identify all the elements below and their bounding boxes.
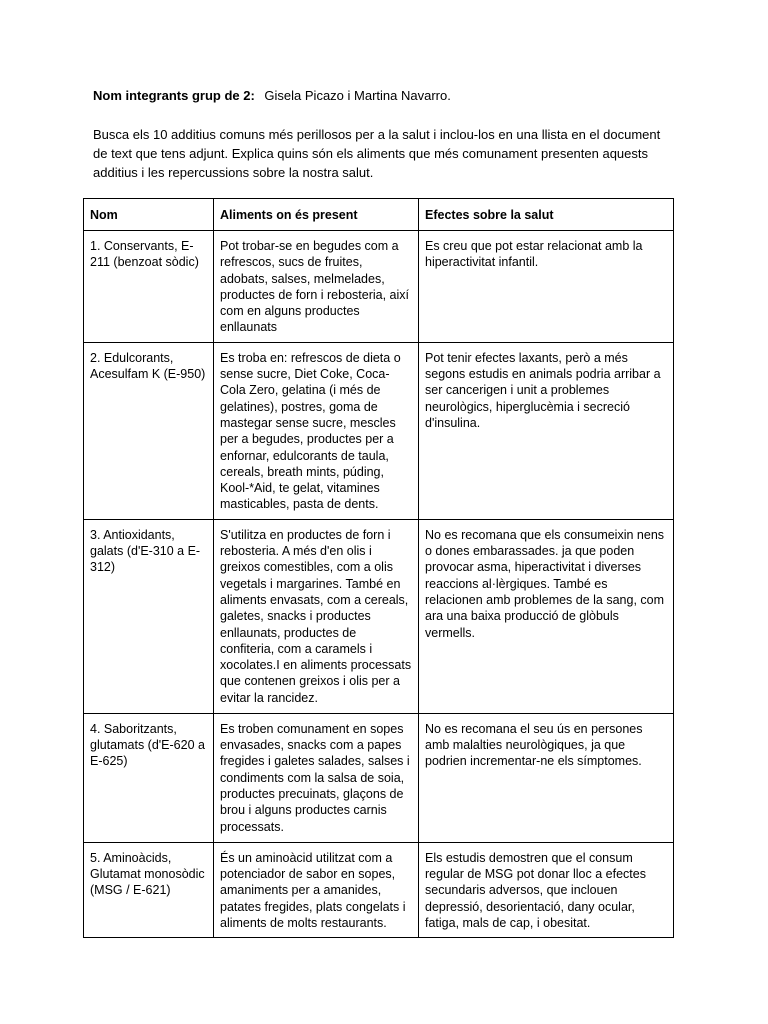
additive-effects: Pot tenir efectes laxants, però a més segons estudis en animals podria arribar a ser cancerigen i unit a problemes neurològics, hiperglucèmia i secreció d'insulina. [419,342,674,519]
additive-foods: És un aminoàcid utilitzat com a potenciador de sabor en sopes, amaniments per a amanides, patates fregides, plats congelats i aliments de molts restaurants. [214,842,419,937]
table-header-row [84,199,674,231]
header-name: Nom [84,199,214,231]
additive-effects: Es creu que pot estar relacionat amb la hiperactivitat infantil. [419,231,674,343]
additive-foods: Pot trobar-se en begudes com a refrescos, sucs de fruites, adobats, salses, melmelades, productes de forn i rebosteria, així com en alguns productes enllaunats [214,231,419,343]
additive-name: 3. Antioxidants, galats (d'E-310 a E-312) [84,519,214,713]
team-members-line [93,87,451,105]
additive-effects: Els estudis demostren que el consum regular de MSG pot donar lloc a efectes secundaris adversos, que inclouen depressió, desorientació, dany ocular, fatiga, mals de cap, i obesitat. [419,842,674,937]
table-row [84,842,674,937]
additives-table [83,198,674,938]
header-effects: Efectes sobre la salut [419,199,674,231]
team-members-label: Nom integrants grup de 2: [93,88,255,103]
additive-name: 1. Conservants, E-211 (benzoat sòdic) [84,231,214,343]
additive-foods: Es troba en: refrescos de dieta o sense sucre, Diet Coke, Coca-Cola Zero, gelatina (i més de gelatines), postres, goma de mastegar sense sucre, mescles per a begudes, productes per a enfornar, edulcorants de taula, cereals, breath mints, púding, Kool-*Aid, te gelat, vitamines masticables, pasta de dents. [214,342,419,519]
additive-name: 2. Edulcorants, Acesulfam K (E-950) [84,342,214,519]
additive-effects: No es recomana que els consumeixin nens o dones embarassades. ja que poden provocar asma, hiperactivitat i diverses reaccions al·lèrgiques. També es relacionen amb problemes de la sang, com ara una baixa producció de glòbuls vermells. [419,519,674,713]
table-row [84,519,674,713]
table-row [84,231,674,343]
header-foods: Aliments on és present [214,199,419,231]
additive-name: 4. Saboritzants, glutamats (d'E-620 a E-625) [84,713,214,842]
table-row [84,342,674,519]
additive-foods: Es troben comunament en sopes envasades, snacks com a papes fregides i galetes salades, salses i condiments com la salsa de soia, productes precuinats, glaçons de brou i alguns productes carnis processats. [214,713,419,842]
additive-effects: No es recomana el seu ús en persones amb malalties neurològiques, ja que podrien incrementar-ne els símptomes. [419,713,674,842]
additive-name: 5. Aminoàcids, Glutamat monosòdic (MSG / E-621) [84,842,214,937]
team-members-names: Gisela Picazo i Martina Navarro. [264,88,451,103]
table-row [84,713,674,842]
assignment-instructions: Busca els 10 additius comuns més perillosos per a la salut i inclou-los en una llista en el document de text que tens adjunt. Explica quins són els aliments que més comunament presenten aquests additius i les repercussions sobre la nostra salut. [93,127,661,180]
additive-foods: S'utilitza en productes de forn i rebosteria. A més d'en olis i greixos comestibles, com a olis vegetals i margarines. També en aliments envasats, com a cereals, galetes, snacks i productes enllaunats, productes de confiteria, com a caramels i xocolates.I en aliments processats que contenen greixos i olis per a evitar la rancidez. [214,519,419,713]
